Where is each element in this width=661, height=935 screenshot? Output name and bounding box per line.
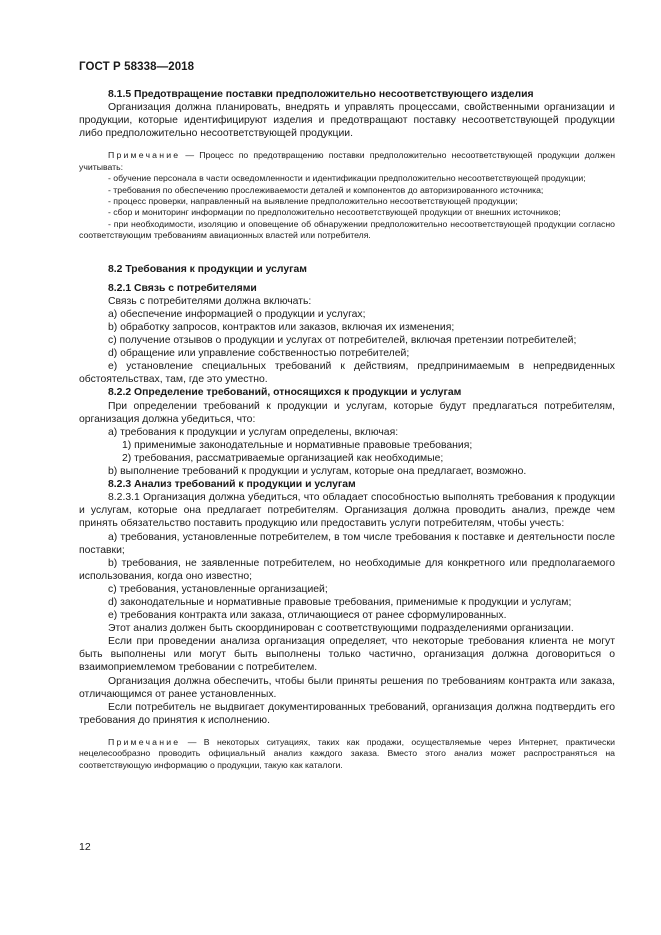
list-item: e) установление специальных требований к действиям, предпринимаемым в непредвиденных обстоятельствах, там, где это уместно. (79, 361, 615, 386)
paragraph: Если при проведении анализа организация определяет, что некоторые требования клиента не могут быть выполнены или могут быть выполнены только частично, организация должна договориться о взаимоприемлемом требовании с потребителем. (79, 636, 615, 674)
note-item: - обучение персонала в части осведомленности и идентификации предположительно несоответствующей продукции; (108, 173, 586, 184)
note-item: - при необходимости, изоляцию и оповещение об обнаружении предположительно несоответствующей продукции согласно соответствующим требованиям авиационных властей или потребителя. (79, 218, 615, 241)
section-8-2-2-intro: При определении требований к продукции и услугам, которые будут предлагаться потребителям, организация должна убедиться, что: (79, 400, 615, 425)
list-item: a) обеспечение информацией о продукции и услугах; (108, 308, 366, 320)
standard-code-header: ГОСТ Р 58338—2018 (79, 61, 195, 73)
list-item: d) законодательные и нормативные правовые требования, применимые к продукции и услугам; (108, 596, 572, 608)
section-8-1-5-heading: 8.1.5 Предотвращение поставки предположительно несоответствующего изделия (108, 89, 534, 100)
note-text: — Процесс по предотвращению поставки предположительно несоответствующей продукции должен учитывать: (79, 150, 615, 172)
note-item: - процесс проверки, направленный на выявление предположительно несоответствующей продукции; (108, 196, 518, 206)
list-item: b) обработку запросов, контрактов или заказов, включая их изменения; (108, 322, 455, 333)
section-8-2-heading: 8.2 Требования к продукции и услугам (108, 263, 307, 275)
note-item: - требования по обеспечению прослеживаемости деталей и компонентов до авторизированного источника; (108, 184, 544, 195)
section-8-1-5-note (79, 150, 615, 173)
section-8-1-5-text: Организация должна планировать, внедрять и управлять процессами, свойственными организации и продукции, которые идентифицируют изделия и предотвращают поставку несоответствующей продукции либо предположительно несоответствующей продукции. (79, 102, 615, 140)
section-8-2-3-heading: 8.2.3 Анализ требований к продукции и услугам (108, 479, 356, 491)
list-item: a) требования к продукции и услугам определены, включая: (108, 426, 399, 438)
section-8-2-3-note (79, 737, 615, 771)
list-item: c) получение отзывов о продукции и услугах от потребителей, включая претензии потребителей; (108, 335, 577, 347)
list-item: a) требования, установленные потребителем, в том числе требования к поставке и деятельности после поставки; (79, 531, 615, 556)
section-8-2-1-heading: 8.2.1 Связь с потребителями (108, 282, 257, 294)
note-text: — В некоторых ситуациях, таких как продажи, осуществляемые через Интернет, практически нецелесообразно проводить официальный анализ каждого заказа. Вместо этого анализ может распространяться на соответствующую информацию о продукции, такую как каталоги. (79, 736, 615, 770)
list-item: b) требования, не заявленные потребителем, но необходимые для конкретного или предполагаемого использования, когда оно известно; (79, 557, 615, 582)
note-item: - сбор и мониторинг информации по предположительно несоответствующей продукции от внешних источников; (108, 207, 561, 218)
list-item: b) выполнение требований к продукции и услугам, которые она предлагает, возможно. (108, 466, 527, 478)
paragraph: Этот анализ должен быть скоординирован с соответствующими подразделениями организации. (108, 623, 574, 635)
page-number: 12 (79, 841, 91, 853)
sub-list-item: 2) требования, рассматриваемые организацией как необходимые; (122, 452, 444, 464)
note-label: Примечание (108, 150, 181, 161)
list-item: e) требования контракта или заказа, отличающиеся от ранее сформулированных. (108, 610, 507, 622)
section-8-2-1-intro: Связь с потребителями должна включать: (108, 295, 312, 307)
paragraph: Организация должна обеспечить, чтобы были приняты решения по требованиям контракта или заказа, отличающимся от ранее установленных. (79, 675, 615, 700)
section-8-2-3-1-text: 8.2.3.1 Организация должна убедиться, что обладает способностью выполнять требования к продукции и услугам, которые она предлагает потребителям. Организация должна проводить анализ, прежде чем принять обязательство поставить продукцию или предоставить услуги потребителям, чтобы учесть: (79, 492, 615, 530)
document-body (79, 88, 615, 771)
list-item: c) требования, установленные организацией; (108, 583, 328, 595)
section-8-2-2-heading: 8.2.2 Определение требований, относящихся к продукции и услугам (108, 387, 462, 399)
list-item: d) обращение или управление собственностью потребителей; (108, 348, 410, 360)
sub-list-item: 1) применимые законодательные и нормативные правовые требования; (122, 439, 473, 451)
note-label: Примечание (108, 736, 181, 747)
paragraph: Если потребитель не выдвигает документированных требований, организация должна подтвердить его требования до принятия к исполнению. (79, 701, 615, 726)
